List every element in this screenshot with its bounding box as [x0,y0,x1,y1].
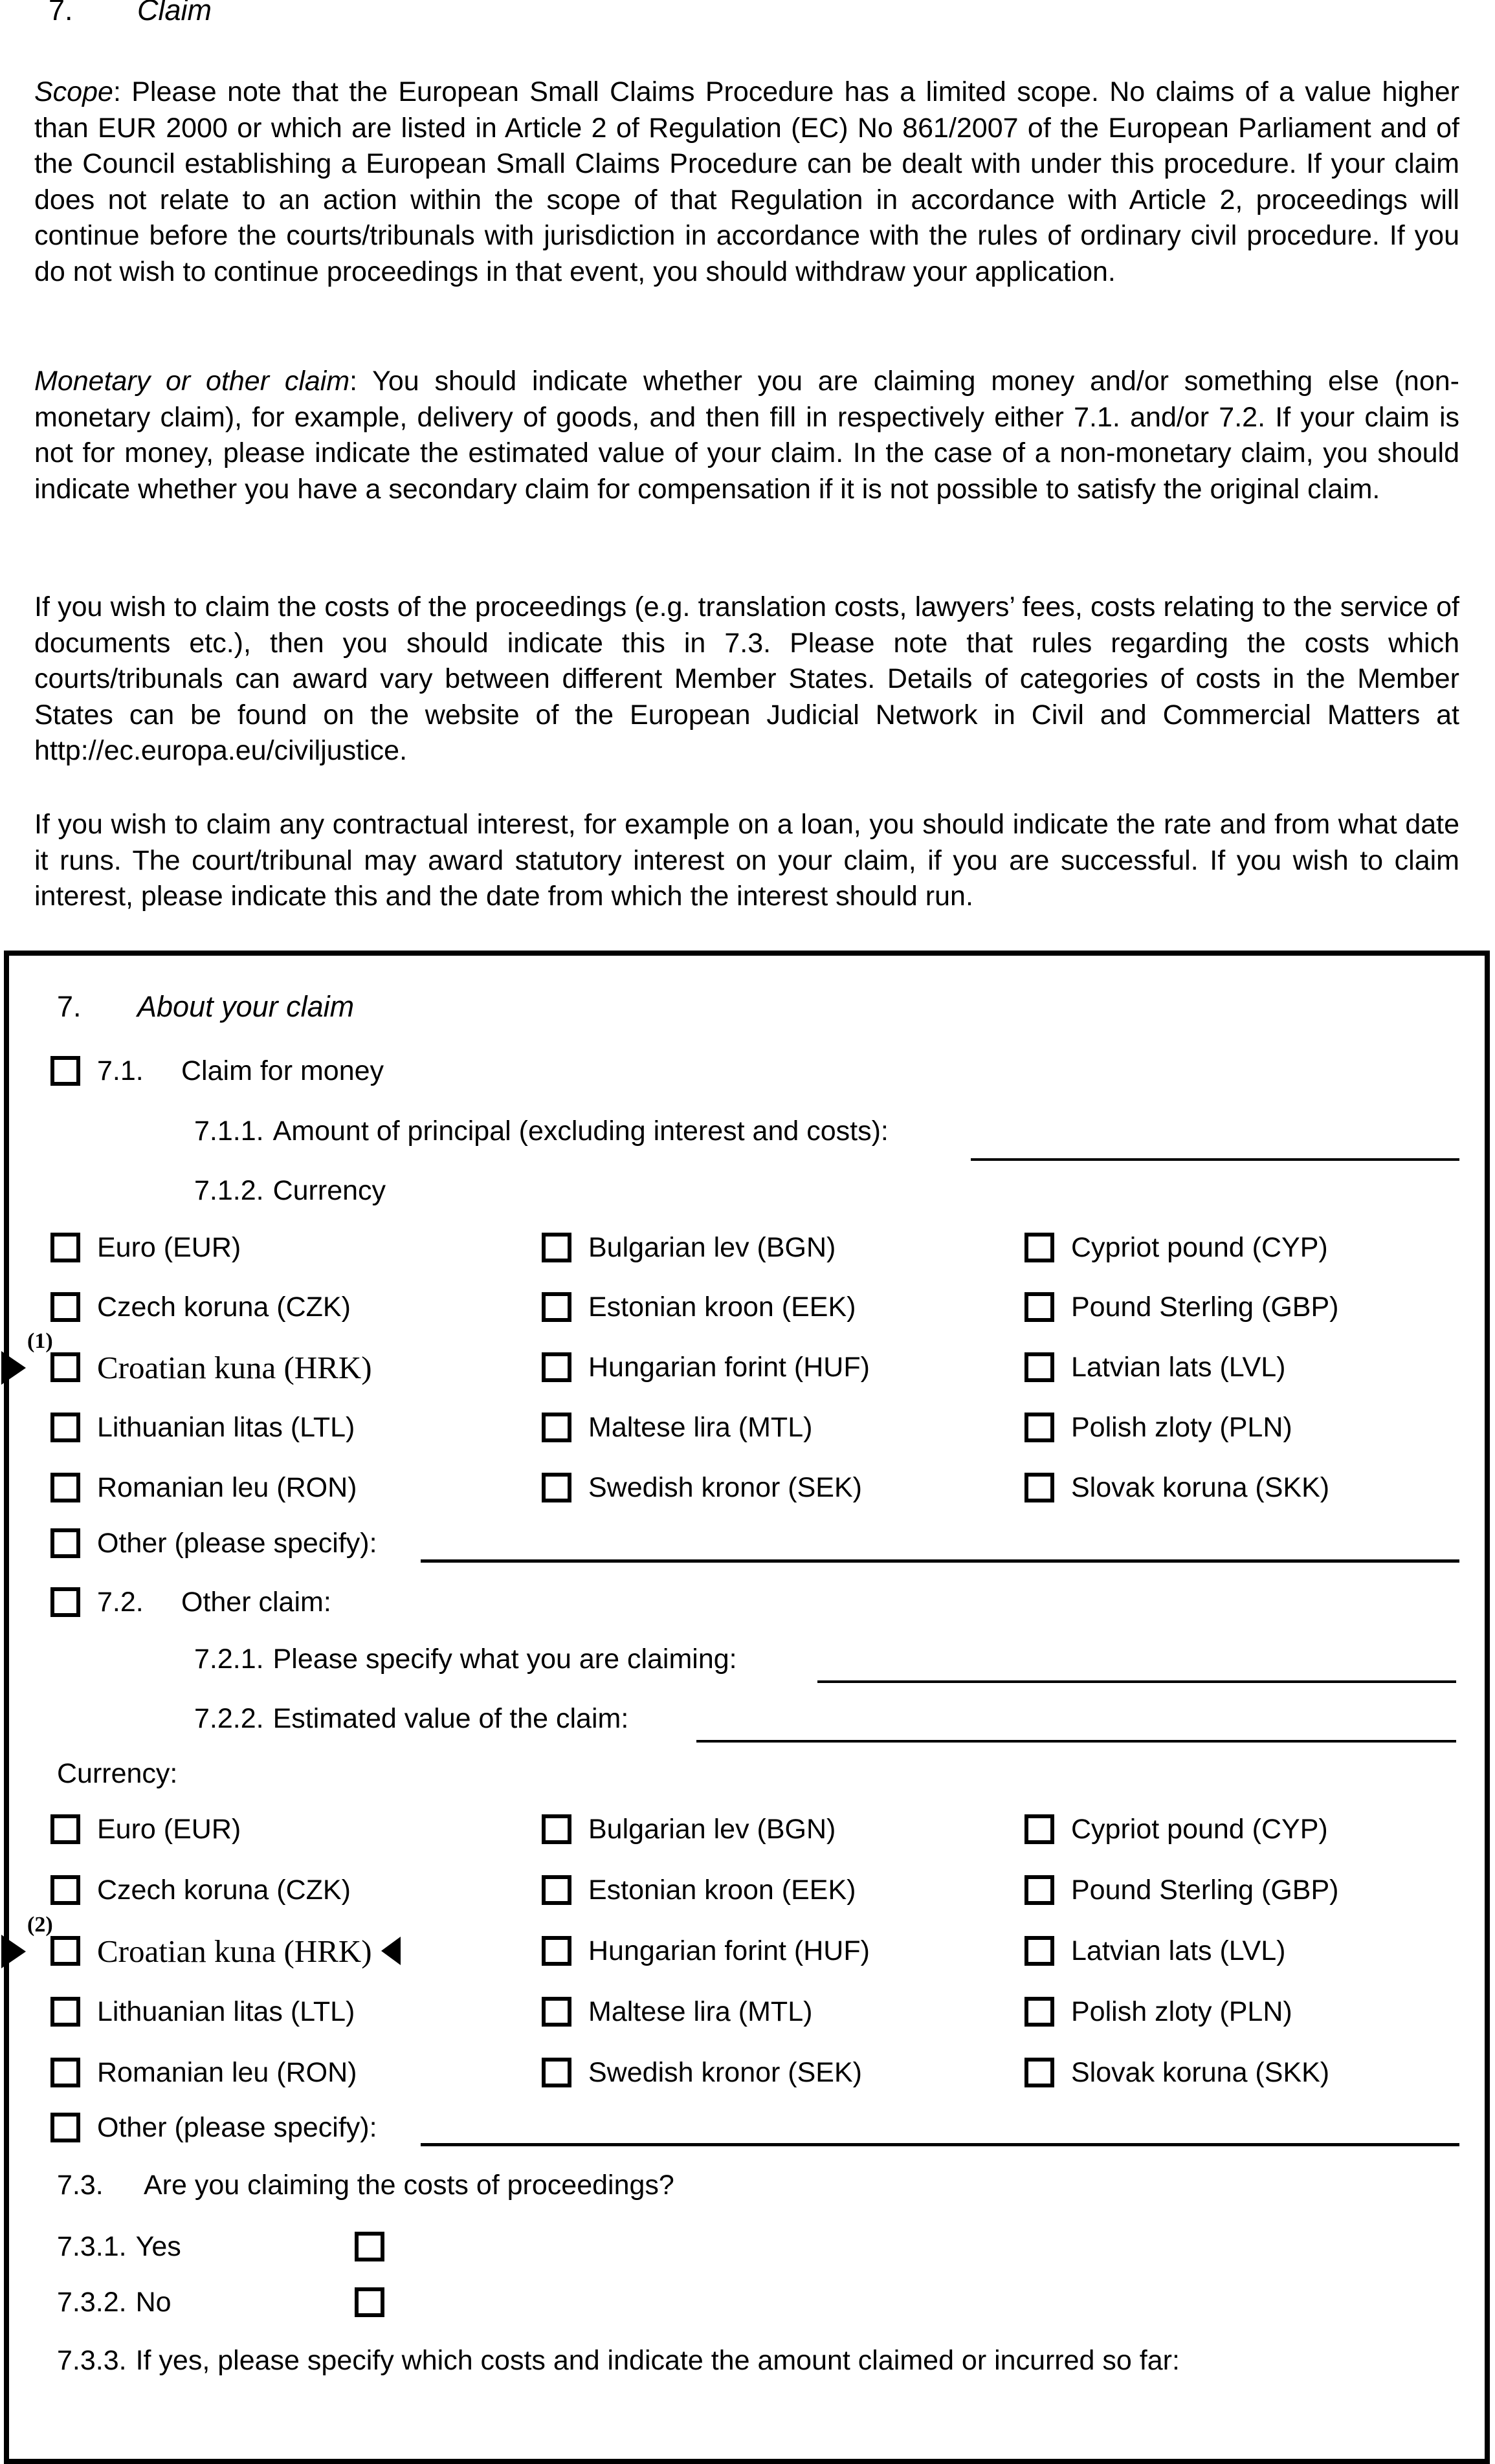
other-currency-label: Other (please specify): [97,2111,377,2143]
currency-checkbox[interactable] [50,1292,80,1322]
amendment-marker-1 [1,1330,60,1389]
currency-option-label: Latvian lats (LVL) [1071,1351,1286,1383]
question-number: 7.1.2. [194,1175,264,1206]
amendment-marker-2 [1,1914,60,1972]
form-section-title: About your claim [137,990,355,1023]
currency-option-label: Cypriot pound (CYP) [1071,1813,1328,1845]
question-7-1-row [50,1054,384,1088]
question-number: 7.2.2. [194,1703,264,1734]
currency-option-label: Hungarian forint (HUF) [588,1351,870,1383]
currency-checkbox[interactable] [50,2058,80,2087]
other-currency-checkbox[interactable] [50,1528,80,1558]
currency-option-label: Slovak koruna (SKK) [1071,1471,1330,1503]
currency-option [542,1995,812,2029]
currency-checkbox[interactable] [542,1473,571,1502]
currency-option-label: Pound Sterling (GBP) [1071,1874,1339,1906]
currency-option [1024,1471,1329,1504]
paragraph-text: : You should indicate whether you are claiming money and/or something else (non-monetary claim), for example, delivery of goods, and then fill in respectively either 7.1. and/or 7.2. If your claim is not for money, please indicate the estimated value of your claim. In the case of a non-monetary claim, you should indicate whether you have a secondary claim for compensation if it is not possible to satisfy the original claim. [34,366,1459,505]
currency-option-label: Latvian lats (LVL) [1071,1935,1286,1966]
currency-option-label: Pound Sterling (GBP) [1071,1291,1339,1323]
currency-option [50,1231,241,1264]
paragraph-text: : Please note that the European Small Claims Procedure has a limited scope. No claims of a value higher than EUR 2000 or which are listed in Article 2 of Regulation (EC) No 861/2007 of the European Parliament and of the Council establishing a European Small Claims Procedure can be dealt with under this procedure. If your claim does not relate to an action within the scope of that Regulation in accordance with Article 2, proceedings will continue before the courts/tribunals with jurisdiction in accordance with the rules of ordinary civil procedure. If you do not wish to continue proceedings in that event, you should withdraw your application. [34,76,1459,287]
costs-no-checkbox[interactable] [355,2287,384,2317]
currency-option-label: Lithuanian litas (LTL) [97,1411,355,1443]
currency-checkbox[interactable] [542,1233,571,1262]
currency-option [542,1411,812,1444]
question-7-3-2-row [57,2285,172,2319]
currency-checkbox[interactable] [1024,1814,1054,1844]
currency-checkbox[interactable] [542,1814,571,1844]
question-number: 7.3.3. [57,2344,127,2376]
currency-option-label: Swedish kronor (SEK) [588,2056,862,2088]
currency-checkbox[interactable] [50,1413,80,1442]
question-number: 7.1.1. [194,1116,264,1147]
question-label: Amount of principal (excluding interest and costs): [272,1116,889,1147]
currency-option-label: Estonian kroon (EEK) [588,1874,856,1906]
other-currency-fill-line[interactable] [421,1559,1459,1563]
question-7-2-1-row [194,1642,737,1676]
currency-option [1024,1873,1338,1907]
form-section-heading [9,990,354,1024]
currency-option [50,1290,351,1324]
amendment-start-arrow-icon [1,1351,26,1385]
amendment-closing-arrow-icon [381,1937,401,1965]
currency-option-label: Bulgarian lev (BGN) [588,1231,836,1263]
currency-checkbox[interactable] [1024,1473,1054,1502]
question-label: If yes, please specify which costs and indicate the amount claimed or incurred so far: [135,2344,1180,2376]
currency-option-label: Lithuanian litas (LTL) [97,1996,355,2027]
currency-option-label: Maltese lira (MTL) [588,1411,813,1443]
currency-option-label: Croatian kuna (HRK) [97,1933,372,1969]
currency-option-label: Polish zloty (PLN) [1071,1996,1292,2027]
currency-checkbox[interactable] [50,1875,80,1905]
paragraph-text: If you wish to claim any contractual interest, for example on a loan, you should indicate the rate and from what date it runs. The court/tribunal may award statutory interest on your claim, if you are successful. If you wish to claim interest, please indicate this and the date from which the interest should run. [34,809,1459,912]
question-number: 7.3.1. [57,2230,127,2262]
currency-option [50,1995,355,2029]
intro-paragraph-interest [34,807,1459,915]
currency-checkbox[interactable] [1024,1352,1054,1382]
currency-option [1024,1350,1285,1384]
currency-checkbox[interactable] [1024,1875,1054,1905]
form-section-number: 7. [57,990,82,1023]
other-claim-checkbox[interactable] [50,1587,80,1617]
question-7-3-3-row [57,2344,1180,2377]
currency-option-label: Swedish kronor (SEK) [588,1471,862,1503]
other-currency-row-2 [50,2111,377,2144]
question-label: Claim for money [181,1055,384,1086]
currency-option [542,1934,870,1968]
amendment-start-arrow-icon [1,1935,26,1968]
costs-yes-checkbox[interactable] [355,2232,384,2261]
currency-heading: Currency: [57,1758,178,1789]
other-currency-checkbox[interactable] [50,2113,80,2142]
currency-option [1024,1812,1328,1846]
currency-checkbox[interactable] [542,1292,571,1322]
question-7-1-2-row [194,1174,386,1207]
currency-option [50,1411,355,1444]
amount-of-principal-fill-line[interactable] [971,1158,1459,1161]
claim-for-money-checkbox[interactable] [50,1056,80,1086]
currency-option [50,1812,241,1846]
currency-option [50,1873,351,1907]
currency-checkbox[interactable] [1024,2058,1054,2087]
currency-option [542,1231,836,1264]
currency-option [50,1350,372,1384]
currency-option [542,1290,856,1324]
question-number: 7.1. [97,1055,144,1086]
question-7-1-1-row [194,1114,889,1148]
yes-label: Yes [135,2230,181,2262]
currency-checkbox[interactable] [1024,1292,1054,1322]
question-number: 7.3.2. [57,2286,127,2318]
currency-checkbox[interactable] [542,1413,571,1442]
other-currency-row [50,1526,377,1560]
currency-option [1024,1995,1292,2029]
question-label: Estimated value of the claim: [272,1703,629,1734]
currency-checkbox[interactable] [542,1352,571,1382]
currency-option [1024,1411,1292,1444]
currency-checkbox[interactable] [1024,1997,1054,2027]
question-7-2-row [50,1585,331,1619]
currency-option-label: Maltese lira (MTL) [588,1996,813,2027]
currency-option [542,1471,862,1504]
intro-paragraph-scope [34,74,1459,290]
currency-option-label: Czech koruna (CZK) [97,1291,351,1323]
amendment-footnote-number: (2) [27,1913,53,1937]
question-label: Please specify what you are claiming: [272,1644,737,1675]
currency-checkbox[interactable] [50,1473,80,1502]
paragraph-text: If you wish to claim the costs of the proceedings (e.g. translation costs, lawyers’ fees, costs relating to the service of documents etc.), then you should indicate this in 7.3. Please note that rules regarding the costs which courts/tribunals can award vary between different Member States. Details of categories of costs in the Member States can be found on the website of the European Judicial Network in Civil and Commercial Matters at http://ec.europa.eu/civiljustice. [34,591,1459,766]
section-number: 7. [49,0,73,27]
currency-option-label: Polish zloty (PLN) [1071,1411,1292,1443]
currency-option-label: Euro (EUR) [97,1813,241,1845]
currency-option-label: Romanian leu (RON) [97,2056,357,2088]
question-label: Are you claiming the costs of proceedings? [144,2169,674,2201]
currency-checkbox[interactable] [542,1997,571,2027]
section-heading [34,0,212,27]
question-number: 7.2.1. [194,1644,264,1675]
currency-option-label: Bulgarian lev (BGN) [588,1813,836,1845]
currency-option-label: Slovak koruna (SKK) [1071,2056,1330,2088]
question-label: Other claim: [181,1586,331,1618]
question-7-3-row [57,2168,674,2202]
currency-option [1024,1934,1285,1968]
other-currency-fill-line-2[interactable] [421,2143,1459,2146]
currency-option-label: Estonian kroon (EEK) [588,1291,856,1323]
claiming-what-fill-line[interactable] [817,1680,1456,1683]
section-title: Claim [137,0,212,27]
no-label: No [135,2286,172,2318]
currency-checkbox[interactable] [1024,1936,1054,1966]
currency-option [542,1812,836,1846]
currency-option [1024,1231,1328,1264]
currency-option [542,1350,870,1384]
currency-option-label: Euro (EUR) [97,1231,241,1263]
other-currency-label: Other (please specify): [97,1527,377,1559]
currency-option-label: Croatian kuna (HRK) [97,1349,372,1385]
currency-checkbox[interactable] [542,1936,571,1966]
paragraph-lead: Scope [34,76,113,107]
currency-option [50,2056,357,2089]
currency-option [50,1934,401,1968]
currency-option [542,2056,862,2089]
currency-checkbox[interactable] [50,1814,80,1844]
question-7-2-2-row [194,1702,628,1735]
currency-option [1024,1290,1338,1324]
form-box-about-your-claim [4,951,1490,2464]
currency-option-label: Romanian leu (RON) [97,1471,357,1503]
paragraph-lead: Monetary or other claim [34,366,350,397]
currency-option-label: Hungarian forint (HUF) [588,1935,870,1966]
question-number: 7.2. [97,1586,144,1618]
intro-paragraph-monetary [34,364,1459,507]
intro-paragraph-costs [34,589,1459,769]
currency-option [50,1471,357,1504]
currency-checkbox[interactable] [542,1875,571,1905]
currency-option [1024,2056,1329,2089]
currency-checkbox[interactable] [1024,1233,1054,1262]
question-number: 7.3. [57,2169,104,2201]
currency-checkbox[interactable] [50,1233,80,1262]
currency-checkbox[interactable] [1024,1413,1054,1442]
currency-option-label: Cypriot pound (CYP) [1071,1231,1328,1263]
amendment-footnote-number: (1) [27,1329,53,1353]
currency-option [542,1873,856,1907]
currency-checkbox[interactable] [542,2058,571,2087]
question-label: Currency [272,1175,386,1206]
currency-option-label: Czech koruna (CZK) [97,1874,351,1906]
currency-checkbox[interactable] [50,1997,80,2027]
question-7-3-1-row [57,2230,181,2263]
estimated-value-fill-line[interactable] [696,1740,1456,1743]
